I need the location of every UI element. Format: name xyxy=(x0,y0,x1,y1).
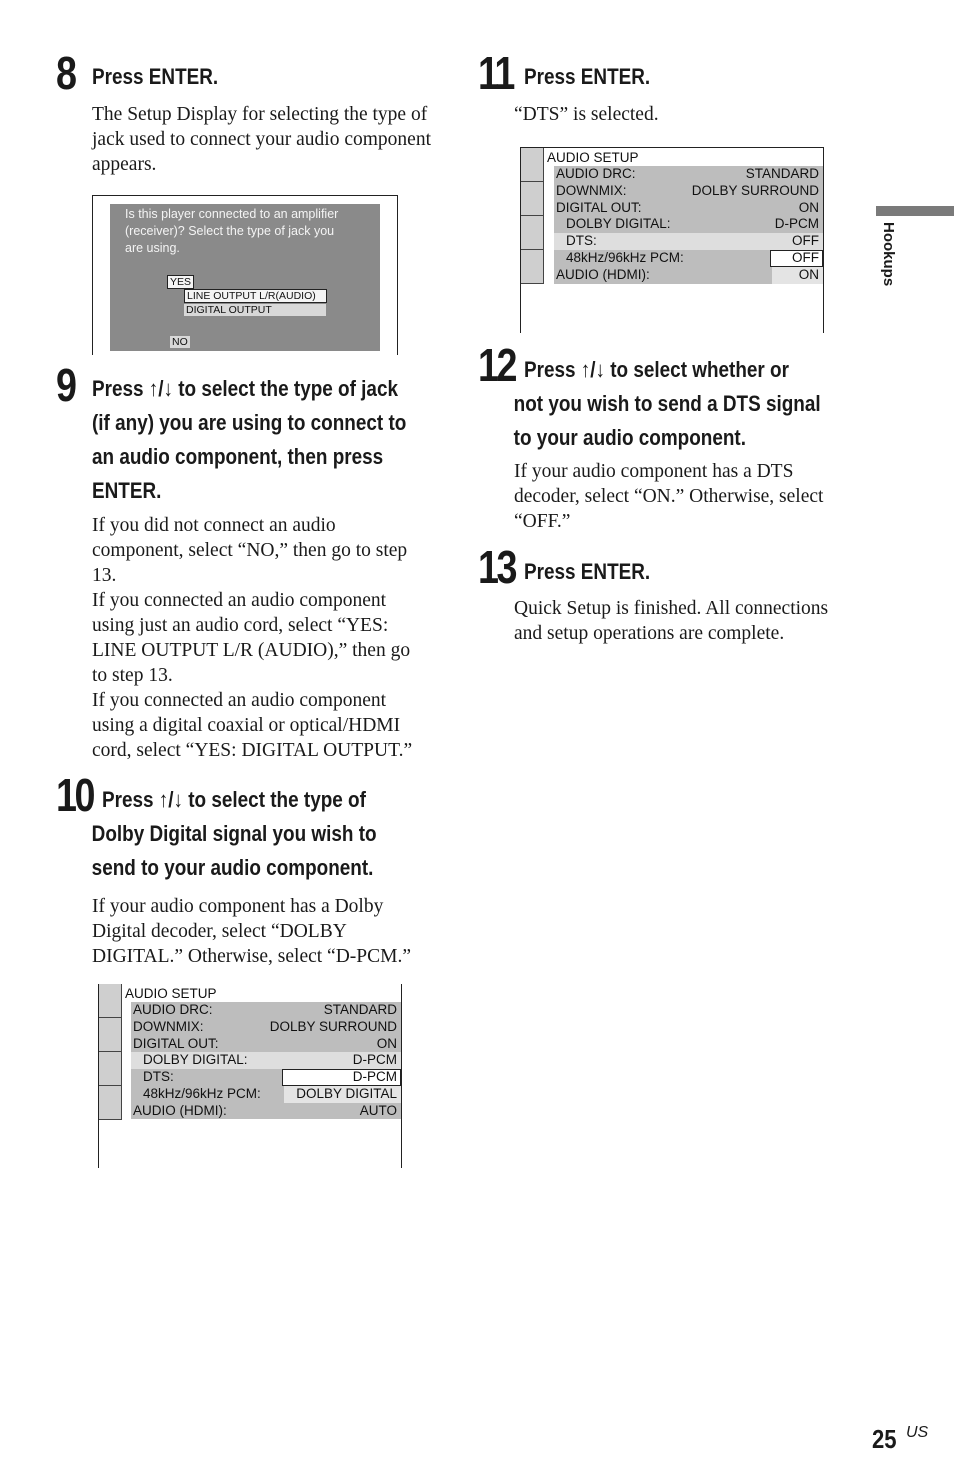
step-12-body-line: If your audio component has a DTS xyxy=(514,461,794,482)
menu-tab[interactable] xyxy=(521,182,543,216)
step-9-body-line: using a digital coaxial or optical/HDMI xyxy=(92,715,401,736)
menu-tab[interactable] xyxy=(99,1052,121,1086)
step-12-heading-line: not you wish to send a DTS signal xyxy=(513,391,821,416)
setup-row[interactable]: DOLBY DIGITAL: D-PCM xyxy=(566,216,819,232)
setup-title: AUDIO SETUP xyxy=(547,150,639,165)
step-9-heading-line: ENTER. xyxy=(92,478,162,503)
step-10-heading-line: send to your audio component. xyxy=(91,855,374,880)
step-10-number: 10 xyxy=(56,769,94,821)
step-10-body-line: If your audio component has a Dolby xyxy=(92,896,384,917)
option-digital-output[interactable]: DIGITAL OUTPUT xyxy=(184,304,326,316)
menu-tabs xyxy=(521,148,544,284)
step-9-body-line: cord, select “YES: DIGITAL OUTPUT.” xyxy=(92,740,413,761)
setup-row[interactable]: AUDIO DRC: STANDARD xyxy=(556,166,819,181)
question-line-3: are using. xyxy=(125,241,180,255)
menu-tab[interactable] xyxy=(99,1086,121,1120)
setup-row[interactable]: AUDIO (HDMI): AUTO xyxy=(133,1102,397,1118)
option-line-output[interactable]: LINE OUTPUT L/R(AUDIO) xyxy=(184,289,327,303)
step-9-number: 9 xyxy=(56,359,75,411)
step-9-heading-line: (if any) you are using to connect to xyxy=(92,410,407,435)
step-12-body xyxy=(514,459,874,534)
section-tab-bar xyxy=(876,206,954,216)
step-9-body-line: If you connected an audio component xyxy=(92,590,387,611)
step-9-heading-line: Press ↑/↓ to select the type of jack xyxy=(92,376,398,401)
step-13-body-line: Quick Setup is finished. All connections xyxy=(514,598,829,619)
setup-row[interactable]: DTS: D-PCM xyxy=(131,1069,401,1086)
question-line-2: (receiver)? Select the type of jack you xyxy=(125,224,335,238)
step-9-body xyxy=(92,513,452,763)
step-12-body-line: decoder, select “ON.” Otherwise, select xyxy=(514,486,824,507)
step-12-heading-line: to your audio component. xyxy=(513,425,746,450)
step-13-body xyxy=(514,596,874,646)
step-9-heading-line: an audio component, then press xyxy=(92,444,384,469)
step-9-body-line: If you did not connect an audio xyxy=(92,515,336,536)
step-12-heading xyxy=(513,353,885,455)
menu-tab[interactable] xyxy=(521,216,543,250)
step-10-body-line: DIGITAL.” Otherwise, select “D-PCM.” xyxy=(92,946,412,967)
setup-row[interactable]: 48kHz/96kHz PCM: OFF xyxy=(554,250,823,267)
setup-row[interactable]: DOWNMIX: DOLBY SURROUND xyxy=(556,182,819,198)
setup-rows xyxy=(554,166,823,284)
setup-title: AUDIO SETUP xyxy=(125,986,217,1001)
setup-row[interactable]: 48kHz/96kHz PCM: DOLBY DIGITAL xyxy=(131,1086,401,1103)
step-10-body xyxy=(92,894,452,969)
step-12-number: 12 xyxy=(478,339,516,391)
setup-row[interactable]: AUDIO (HDMI): ON xyxy=(554,267,823,284)
step-13-body-line: and setup operations are complete. xyxy=(514,623,785,644)
menu-tab[interactable] xyxy=(521,148,543,182)
step-10-heading xyxy=(91,783,463,885)
step-10-heading-line: Press ↑/↓ to select the type of xyxy=(102,787,366,812)
option-no[interactable]: NO xyxy=(172,336,188,348)
step-13-heading: Press ENTER. xyxy=(524,559,651,584)
step-9-heading xyxy=(92,372,453,508)
screen-panel xyxy=(110,204,380,351)
setup-row[interactable]: DOWNMIX: DOLBY SURROUND xyxy=(133,1018,397,1034)
step-9-body-line: using just an audio cord, select “YES: xyxy=(92,615,389,636)
menu-tab[interactable] xyxy=(99,984,121,1018)
audio-setup-screen-dts xyxy=(520,147,826,333)
setup-row[interactable]: DIGITAL OUT: ON xyxy=(133,1035,397,1051)
step-13-number: 13 xyxy=(478,541,516,593)
menu-tab[interactable] xyxy=(521,250,543,284)
section-label: Hookups xyxy=(880,222,897,287)
setup-row-selected[interactable]: DTS: OFF xyxy=(554,233,823,250)
setup-row[interactable]: DIGITAL OUT: ON xyxy=(556,199,819,215)
step-12-body-line: “OFF.” xyxy=(514,511,571,532)
setup-row-selected[interactable]: DOLBY DIGITAL: D-PCM xyxy=(131,1052,401,1069)
step-10-body-line: Digital decoder, select “DOLBY xyxy=(92,921,347,942)
page-region: US xyxy=(906,1424,929,1441)
setup-row[interactable]: AUDIO DRC: STANDARD xyxy=(133,1002,397,1017)
step-9-body-line: to step 13. xyxy=(92,665,173,686)
step-11-heading: Press ENTER. xyxy=(524,64,651,89)
menu-tabs xyxy=(99,984,122,1120)
step-10-heading-line: Dolby Digital signal you wish to xyxy=(91,821,377,846)
audio-setup-screen-dolby xyxy=(98,984,404,1168)
step-12-heading-line: Press ↑/↓ to select whether or xyxy=(524,357,789,382)
step-9-body-line: If you connected an audio component xyxy=(92,690,387,711)
step-8-number: 8 xyxy=(56,47,75,99)
question-line-1: Is this player connected to an amplifier xyxy=(125,207,339,221)
jack-selection-screen xyxy=(92,195,399,355)
option-yes[interactable]: YES xyxy=(167,275,194,289)
step-8-body: The Setup Display for selecting the type of jack used to connect your audio component appears. xyxy=(92,104,431,175)
step-9-body-line: LINE OUTPUT L/R (AUDIO),” then go xyxy=(92,640,411,661)
step-9-body-line: component, select “NO,” then go to step xyxy=(92,540,408,561)
menu-tab[interactable] xyxy=(99,1018,121,1052)
step-9-body-line: 13. xyxy=(92,565,117,586)
step-11-body: “DTS” is selected. xyxy=(514,104,659,125)
page-number: 25 xyxy=(872,1424,897,1454)
step-11-number: 11 xyxy=(478,47,513,99)
step-8-heading: Press ENTER. xyxy=(92,64,219,89)
setup-rows xyxy=(131,1002,401,1119)
